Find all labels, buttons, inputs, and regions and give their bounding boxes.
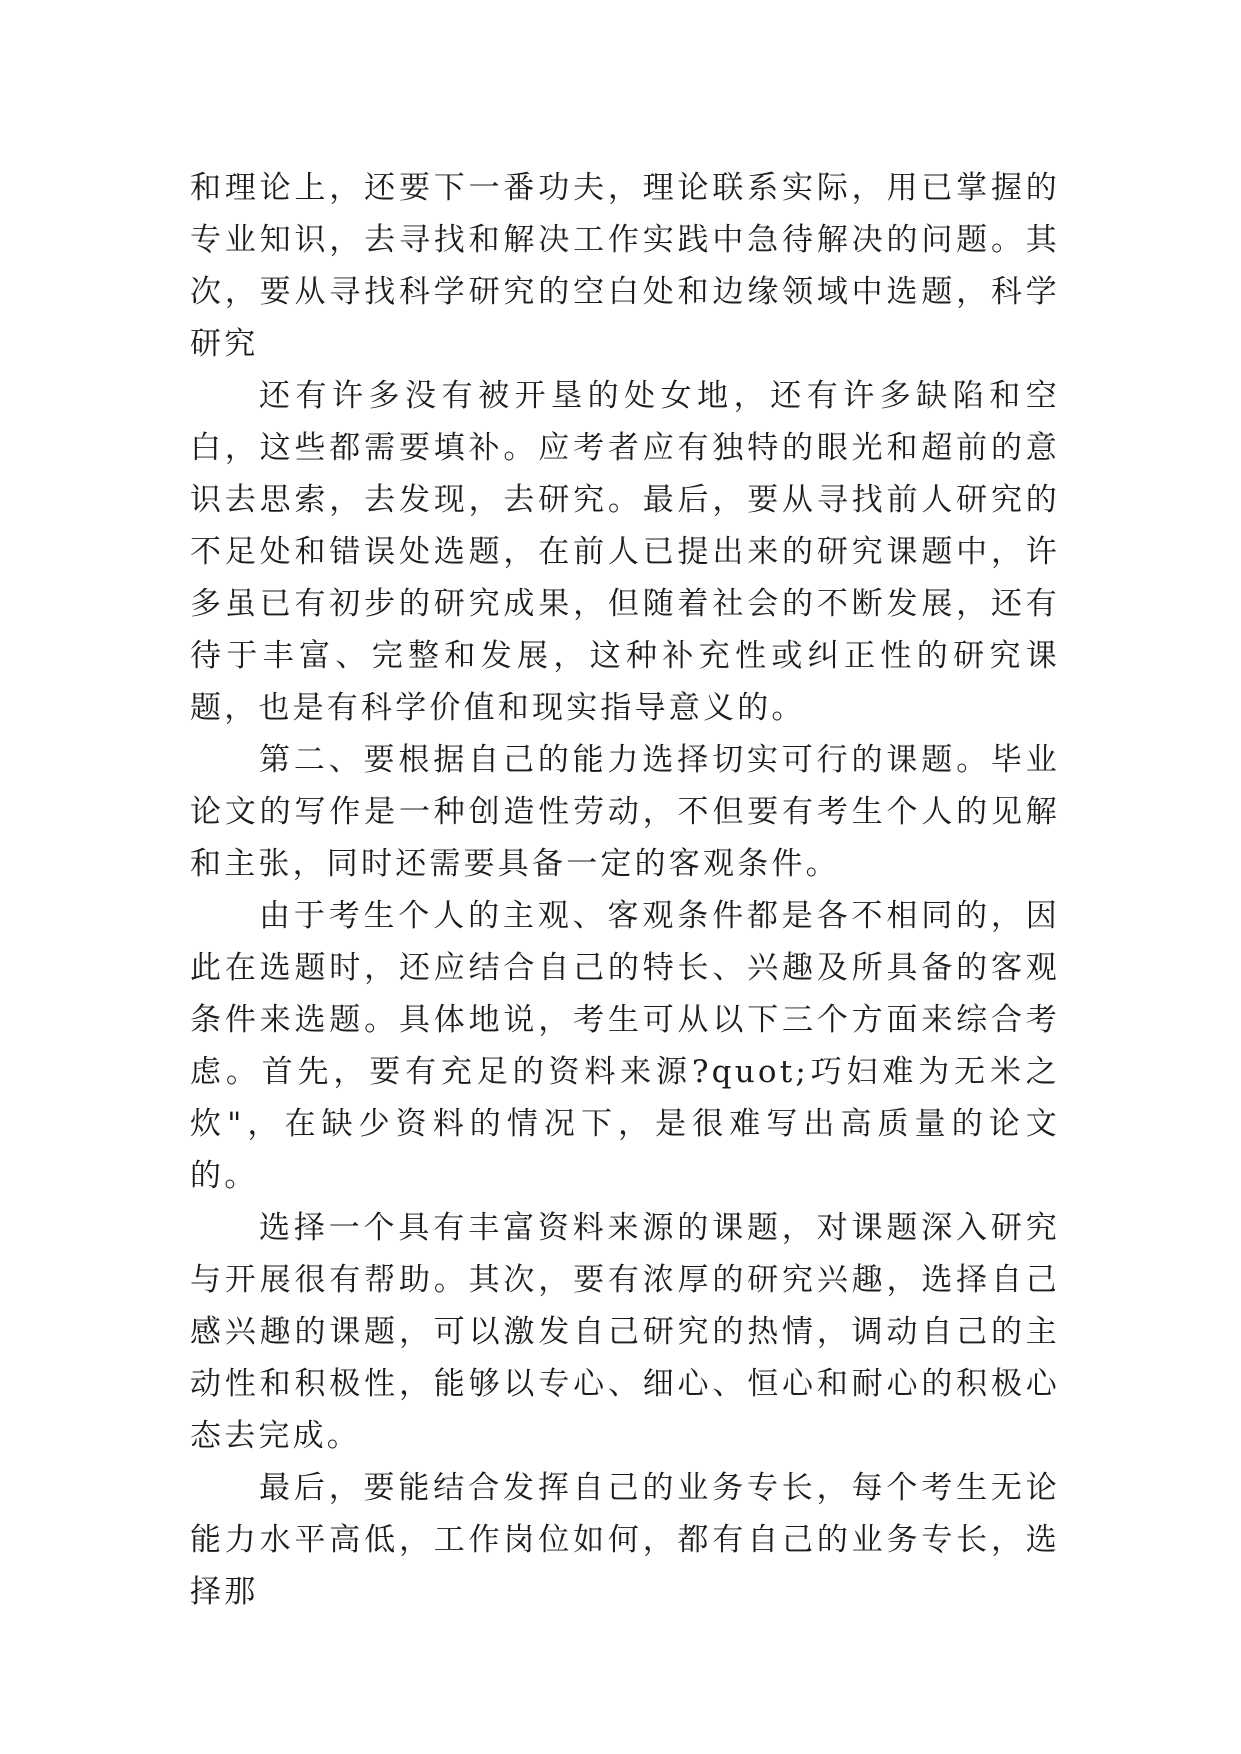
paragraph-4: 由于考生个人的主观、客观条件都是各不相同的，因此在选题时，还应结合自己的特长、兴趣及所具备的客观条件来选题。具体地说，考生可从以下三个方面来综合考虑。首先，要有充足的资料来源?quot;巧妇难为无米之炊"，在缺少资料的情况下，是很难写出高质量的论文的。: [190, 898, 1060, 1194]
paragraph-6: 最后，要能结合发挥自己的业务专长，每个考生无论能力水平高低，工作岗位如何，都有自己的业务专长，选择那: [190, 1470, 1060, 1610]
paragraph-2: 还有许多没有被开垦的处女地，还有许多缺陷和空白，这些都需要填补。应考者应有独特的眼光和超前的意识去思索，去发现，去研究。最后，要从寻找前人研究的不足处和错误处选题，在前人已提出来的研究课题中，许多虽已有初步的研究成果，但随着社会的不断发展，还有待于丰富、完整和发展，这种补充性或纠正性的研究课题，也是有科学价值和现实指导意义的。: [190, 378, 1060, 726]
paragraph-5: 选择一个具有丰富资料来源的课题，对课题深入研究与开展很有帮助。其次，要有浓厚的研究兴趣，选择自己感兴趣的课题，可以激发自己研究的热情，调动自己的主动性和积极性，能够以专心、细心、恒心和耐心的积极心态去完成。: [190, 1210, 1060, 1454]
paragraph-3: 第二、要根据自己的能力选择切实可行的课题。毕业论文的写作是一种创造性劳动，不但要有考生个人的见解和主张，同时还需要具备一定的客观条件。: [190, 742, 1060, 882]
body-text: [190, 162, 1060, 1618]
paragraph-1: 和理论上，还要下一番功夫，理论联系实际，用已掌握的专业知识，去寻找和解决工作实践中急待解决的问题。其次，要从寻找科学研究的空白处和边缘领域中选题，科学研究: [190, 170, 1060, 362]
